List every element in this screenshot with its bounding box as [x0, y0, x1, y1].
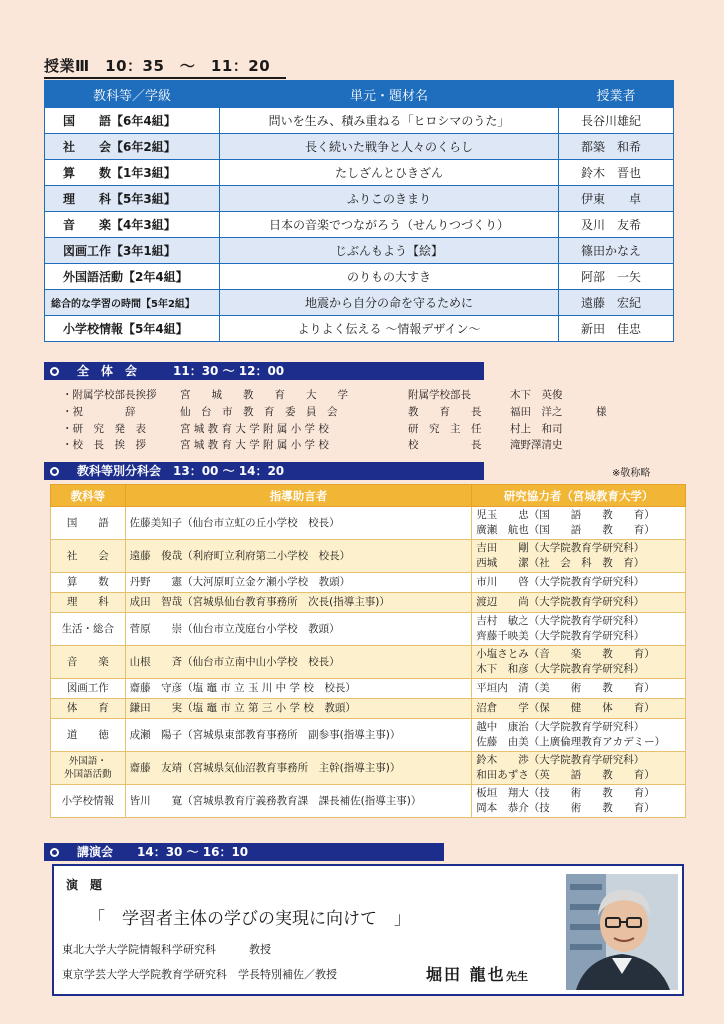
session3-row — [45, 264, 674, 290]
session3-row — [45, 212, 674, 238]
subcommittee-collaborators — [472, 679, 686, 699]
collaborator: 平垣内 清（美 術 教 育） — [476, 682, 655, 694]
subcommittee-advisor: 成田 智哉（宮城県仙台教育事務所 次長(指導主事)） — [125, 593, 472, 613]
lecture-talk-title: 「 学習者主体の学びの実現に向けて 」 — [88, 909, 411, 929]
subcommittee-row — [51, 613, 686, 646]
collaborator: 板垣 翔大（技 術 教 育） — [476, 787, 655, 799]
subcommittee-row — [51, 679, 686, 699]
session3-subject: 外国語活動【2年4組】 — [45, 264, 220, 290]
subcommittee-row — [51, 719, 686, 752]
subcommittee-collaborators — [472, 646, 686, 679]
honorific-note: ※敬称略 — [612, 468, 651, 479]
subcommittee-subject: 算 数 — [51, 573, 126, 593]
plenary-position: 附属学校部長 — [408, 389, 471, 401]
subcommittee-row — [51, 573, 686, 593]
plenary-role: ・祝 辞 — [62, 405, 136, 418]
subcommittee-header-advisor: 指導助言者 — [125, 485, 472, 507]
plenary-position: 教 育 長 — [408, 405, 482, 418]
session3-unit: 長く続いた戦争と人々のくらし — [220, 134, 559, 160]
session3-subject: 音 楽【4年3組】 — [45, 212, 220, 238]
subcommittee-section-bar — [44, 462, 484, 480]
collaborator: 齊藤千映美（大学院教育学研究科） — [476, 630, 645, 642]
subcommittee-advisor: 齋藤 守彦（塩 竈 市 立 玉 川 中 学 校 校長） — [125, 679, 472, 699]
session3-title: 授業Ⅲ 10：35 ～ 11：20 — [44, 55, 286, 79]
subcommittee-collaborators — [472, 573, 686, 593]
lecture-label: 演題 — [66, 878, 115, 892]
subcommittee-subject: 生活・総合 — [51, 613, 126, 646]
lecture-title: 講演会 14：30 ～ 16：10 — [77, 845, 249, 859]
session3-subject: 算 数【1年3組】 — [45, 160, 220, 186]
session3-teacher: 篠田かなえ — [559, 238, 674, 264]
subcommittee-row — [51, 699, 686, 719]
session3-unit: 問いを生み、積み重ねる「ヒロシマのうた」 — [220, 108, 559, 134]
lecture-section-bar — [44, 843, 444, 861]
session3-subject: 小学校情報【5年4組】 — [45, 316, 220, 342]
speaker-name: 堀田 龍也 — [426, 965, 506, 984]
plenary-title: 全 体 会 11：30 ～ 12：00 — [77, 364, 285, 378]
subcommittee-header-collaborators: 研究協力者（宮城教育大学） — [472, 485, 686, 507]
session3-subject: 国 語【6年4組】 — [45, 108, 220, 134]
session3-unit: じぶんもよう【絵】 — [220, 238, 559, 264]
session3-teacher: 都築 和希 — [559, 134, 674, 160]
collaborator: 越中 康治（大学院教育学研究科） — [476, 721, 645, 733]
subcommittee-row — [51, 646, 686, 679]
speaker-portrait — [566, 874, 678, 990]
session3-subject: 図画工作【3年1組】 — [45, 238, 220, 264]
session3-unit: よりよく伝える ～情報デザイン～ — [220, 316, 559, 342]
subcommittee-row — [51, 593, 686, 613]
subcommittee-advisor: 山根 斉（仙台市立南中山小学校 校長） — [125, 646, 472, 679]
subcommittee-subject: 道 徳 — [51, 719, 126, 752]
collaborator: 渡辺 尚（大学院教育学研究科） — [476, 596, 645, 608]
session3-teacher: 伊東 卓 — [559, 186, 674, 212]
subcommittee-advisor: 佐藤美知子（仙台市立虹の丘小学校 校長） — [125, 507, 472, 540]
session3-unit: たしざんとひきざん — [220, 160, 559, 186]
subcommittee-subject: 図画工作 — [51, 679, 126, 699]
collaborator: 木下 和彦（大学院教育学研究科） — [476, 663, 645, 675]
collaborator: 沼倉 学（保 健 体 育） — [476, 702, 655, 714]
subcommittee-collaborators — [472, 785, 686, 818]
plenary-name: 村上 和司 — [510, 422, 563, 435]
subcommittee-collaborators — [472, 593, 686, 613]
plenary-name: 滝野澤清史 — [510, 439, 563, 452]
subcommittee-header-subject: 教科等 — [51, 485, 126, 507]
collaborator: 市川 啓（大学院教育学研究科） — [476, 576, 645, 588]
plenary-section-bar — [44, 362, 484, 380]
collaborator: 鈴木 渉（大学院教育学研究科） — [476, 754, 645, 766]
subcommittee-row — [51, 752, 686, 785]
collaborator: 西城 潔（社 会 科 教 育） — [476, 557, 645, 569]
session3-row — [45, 186, 674, 212]
plenary-org: 宮 城 教 育 大 学 — [180, 389, 348, 401]
speaker-honorific: 先生 — [506, 970, 528, 983]
subcommittee-advisor: 皆川 寛（宮城県教育庁義務教育課 課長補佐(指導主事)） — [125, 785, 472, 818]
session3-teacher: 遠藤 宏紀 — [559, 290, 674, 316]
session3-teacher: 及川 友希 — [559, 212, 674, 238]
collaborator: 岡本 恭介（技 術 教 育） — [476, 802, 655, 814]
collaborator: 小塩さとみ（音 楽 教 育） — [476, 648, 655, 660]
subcommittee-subject: 音 楽 — [51, 646, 126, 679]
session3-row — [45, 160, 674, 186]
session3-unit: ふりこのきまり — [220, 186, 559, 212]
plenary-name: 福田 洋之 — [510, 405, 563, 418]
subcommittee-subject: 社 会 — [51, 540, 126, 573]
subcommittee-advisor: 遠藤 俊哉（利府町立利府第二小学校 校長） — [125, 540, 472, 573]
subcommittee-row — [51, 507, 686, 540]
session3-header-row — [45, 81, 674, 108]
plenary-role: ・研 究 発 表 — [62, 422, 146, 435]
subcommittee-collaborators — [472, 507, 686, 540]
session3-row — [45, 316, 674, 342]
session3-header-unit: 単元・題材名 — [220, 81, 559, 108]
plenary-org: 宮 城 教 育 大 学 附 属 小 学 校 — [180, 422, 329, 435]
circle-icon — [50, 848, 59, 857]
subcommittee-header-row — [51, 485, 686, 507]
subcommittee-row — [51, 785, 686, 818]
circle-icon — [50, 467, 59, 476]
session3-row — [45, 290, 674, 316]
subcommittee-advisor: 菅原 崇（仙台市立茂庭台小学校 教頭） — [125, 613, 472, 646]
subcommittee-collaborators — [472, 719, 686, 752]
subcommittee-subject: 外国語・ 外国語活動 — [51, 752, 126, 785]
session3-row — [45, 134, 674, 160]
subcommittee-advisor: 丹野 憲（大河原町立金ケ瀬小学校 教頭） — [125, 573, 472, 593]
subcommittee-subject: 理 科 — [51, 593, 126, 613]
collaborator: 和田あずさ（英 語 教 育） — [476, 769, 655, 781]
session3-subject: 理 科【5年3組】 — [45, 186, 220, 212]
subcommittee-advisor: 鎌田 実（塩 竈 市 立 第 三 小 学 校 教頭） — [125, 699, 472, 719]
plenary-honorific: 様 — [596, 405, 607, 418]
session3-header-teacher: 授業者 — [559, 81, 674, 108]
subcommittee-collaborators — [472, 540, 686, 573]
plenary-position: 校 長 — [408, 439, 482, 452]
session3-table — [44, 80, 674, 342]
session3-row — [45, 238, 674, 264]
subcommittee-collaborators — [472, 699, 686, 719]
collaborator: 佐藤 由美（上廣倫理教育アカデミー） — [476, 736, 666, 748]
subcommittee-table — [50, 484, 686, 818]
subcommittee-advisor: 齋藤 友靖（宮城県気仙沼教育事務所 主幹(指導主事)） — [125, 752, 472, 785]
plenary-role: ・附属学校部長挨拶 — [62, 389, 157, 401]
plenary-position: 研 究 主 任 — [408, 422, 482, 435]
subcommittee-subject: 国 語 — [51, 507, 126, 540]
session3-row — [45, 108, 674, 134]
collaborator: 児玉 忠（国 語 教 育） — [476, 509, 655, 521]
subcommittee-title: 教科等別分科会 13：00 ～ 14：20 — [77, 464, 285, 478]
session3-unit: のりもの大すき — [220, 264, 559, 290]
session3-teacher: 鈴木 晋也 — [559, 160, 674, 186]
subcommittee-row — [51, 540, 686, 573]
collaborator: 廣瀬 航也（国 語 教 育） — [476, 524, 655, 536]
session3-header-subject: 教科等／学級 — [45, 81, 220, 108]
plenary-org: 仙 台 市 教 育 委 員 会 — [180, 405, 338, 418]
subcommittee-subject: 小学校情報 — [51, 785, 126, 818]
session3-teacher: 長谷川雄紀 — [559, 108, 674, 134]
subcommittee-collaborators — [472, 752, 686, 785]
session3-subject: 社 会【6年2組】 — [45, 134, 220, 160]
collaborator: 吉村 敏之（大学院教育学研究科） — [476, 615, 645, 627]
session3-unit: 日本の音楽でつながろう（せんりつづくり） — [220, 212, 559, 238]
session3-teacher: 阿部 一矢 — [559, 264, 674, 290]
subcommittee-subject: 体 育 — [51, 699, 126, 719]
session3-subject: 総合的な学習の時間【5年2組】 — [45, 290, 220, 316]
plenary-org: 宮 城 教 育 大 学 附 属 小 学 校 — [180, 439, 329, 452]
circle-icon — [50, 367, 59, 376]
lecture-box — [52, 864, 684, 996]
session3-unit: 地震から自分の命を守るために — [220, 290, 559, 316]
subcommittee-collaborators — [472, 613, 686, 646]
plenary-role: ・校 長 挨 拶 — [62, 439, 146, 452]
speaker-affiliation-2: 東京学芸大学大学院教育学研究科 学長特別補佐／教授 — [62, 968, 337, 981]
subcommittee-advisor: 成瀬 陽子（宮城県東部教育事務所 副参事(指導主事)） — [125, 719, 472, 752]
plenary-name: 木下 英俊 — [510, 389, 563, 401]
session3-teacher: 新田 佳忠 — [559, 316, 674, 342]
speaker-affiliation-1: 東北大学大学院情報科学研究科 教授 — [62, 943, 271, 956]
collaborator: 吉田 剛（大学院教育学研究科） — [476, 542, 645, 554]
